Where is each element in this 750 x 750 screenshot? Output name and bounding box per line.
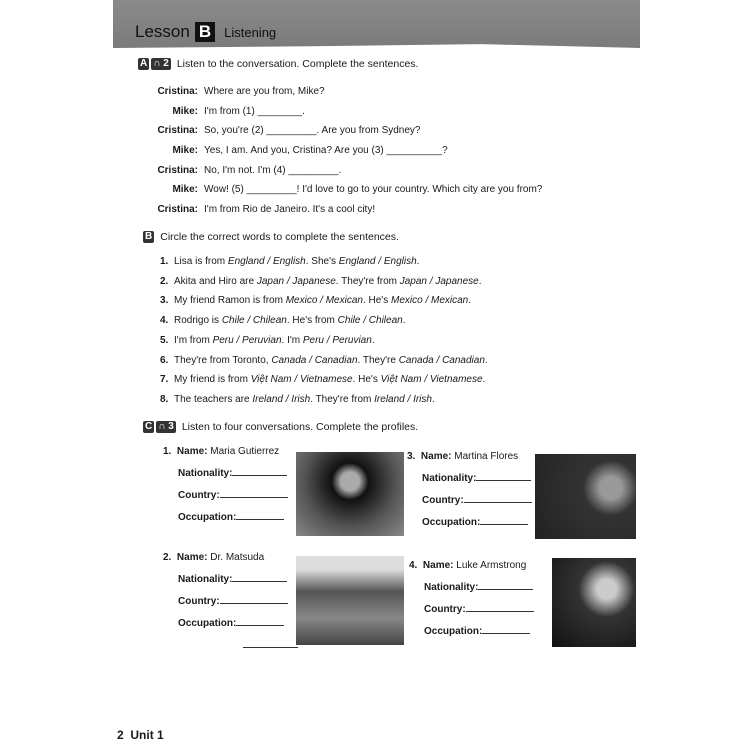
item-number: 1.	[160, 256, 169, 267]
word-choice[interactable]: Japan / Japanese	[399, 275, 479, 287]
profile-name: Maria Gutierrez	[210, 446, 280, 457]
unit-label: Unit 1	[130, 728, 164, 742]
page-number: 2	[117, 728, 124, 742]
word-choice[interactable]: Ireland / Irish	[252, 393, 311, 405]
dialogue-line	[128, 125, 420, 136]
audio-track-badge: ∩ 2	[153, 58, 169, 69]
profile-4	[409, 560, 534, 646]
line-text: Where are you from, Mike?	[204, 86, 325, 97]
line-text: So, you're (2) _________. Are you from Sydney?	[204, 125, 421, 136]
nationality-label: Nationality:	[178, 468, 233, 479]
dialogue-line	[128, 145, 448, 156]
line-text: Yes, I am. And you, Cristina? Are you (3) __________?	[204, 145, 448, 156]
occupation-label: Occupation:	[422, 517, 481, 528]
occupation-blank[interactable]	[236, 616, 284, 626]
headphones-icon: ∩	[158, 421, 166, 432]
country-label: Country:	[178, 490, 220, 501]
speaker: Mike:	[172, 106, 198, 117]
word-choice[interactable]: Việt Nam / Vietnamese	[250, 374, 353, 386]
profile-3	[407, 451, 532, 537]
dialogue-line	[128, 86, 325, 97]
sentence-text: Akita and Hiro are	[174, 275, 257, 287]
word-choice[interactable]: Ireland / Irish	[374, 393, 432, 405]
item-number: 7.	[160, 374, 169, 386]
nationality-label: Nationality:	[424, 582, 479, 593]
country-blank[interactable]	[464, 493, 532, 503]
sentence-text: I'm from	[174, 334, 213, 346]
speaker: Cristina:	[157, 204, 198, 215]
name-label: Name:	[422, 560, 454, 571]
photo-engineer	[552, 558, 636, 647]
sentence-text: . They're from	[335, 275, 400, 287]
dialogue-line	[128, 106, 305, 117]
name-label: Name:	[420, 451, 452, 462]
exercise-item	[160, 315, 406, 326]
line-text: I'm from Rio de Janeiro. It's a cool city!	[204, 204, 376, 215]
sentence-text: .	[416, 256, 420, 267]
profile-number: 1.	[163, 446, 172, 457]
section-a-badge: A	[140, 58, 148, 69]
country-label: Country:	[424, 604, 466, 615]
country-label: Country:	[178, 596, 220, 607]
nationality-blank[interactable]	[232, 466, 287, 476]
profile-number: 4.	[409, 560, 418, 571]
lesson-title	[135, 22, 276, 42]
section-a-instruction	[138, 58, 418, 70]
sentence-text: .	[478, 275, 482, 287]
audio-track-badge: ∩ 3	[158, 421, 174, 432]
speaker: Mike:	[172, 145, 198, 156]
nationality-label: Nationality:	[178, 574, 233, 585]
word-choice[interactable]: Việt Nam / Vietnamese	[380, 374, 483, 386]
lesson-label: Lesson	[135, 22, 190, 41]
profile-2	[163, 552, 298, 660]
sentence-text: My friend is from	[174, 374, 251, 386]
nationality-blank[interactable]	[232, 572, 287, 582]
sentence-text: . He's from	[286, 315, 338, 327]
sentence-text: .	[484, 354, 488, 366]
word-choice[interactable]: Peru / Peruvian	[302, 334, 372, 346]
section-c-instruction	[143, 421, 418, 433]
name-label: Name:	[176, 446, 208, 457]
sentence-text: .	[482, 374, 486, 386]
profile-name: Luke Armstrong	[456, 560, 527, 571]
instruction-text: Listen to four conversations. Complete the profiles.	[181, 421, 419, 433]
word-choice[interactable]: England / English	[227, 256, 306, 267]
photo-reporter	[296, 452, 404, 536]
word-choice[interactable]: Mexico / Mexican	[285, 295, 363, 307]
exercise-item	[160, 276, 481, 287]
sentence-text: . I'm	[281, 334, 303, 346]
photo-scientist	[296, 556, 404, 645]
country-blank[interactable]	[220, 488, 288, 498]
exercise-item	[160, 394, 435, 405]
profile-1	[163, 446, 288, 532]
exercise-item	[160, 256, 419, 267]
sentence-text: They're from Toronto,	[174, 354, 272, 366]
section-b-instruction	[143, 231, 399, 243]
sentence-text: My friend Ramon is from	[174, 295, 286, 307]
sentence-text: .	[468, 295, 472, 307]
instruction-text: Listen to the conversation. Complete the sentences.	[176, 58, 419, 70]
nationality-blank[interactable]	[476, 471, 531, 481]
nationality-blank[interactable]	[478, 580, 533, 590]
sentence-text: .	[431, 393, 435, 405]
occupation-blank-extra[interactable]	[243, 638, 298, 648]
page-footer	[117, 728, 164, 742]
speaker: Cristina:	[157, 165, 198, 176]
occupation-label: Occupation:	[178, 512, 237, 523]
occupation-label: Occupation:	[424, 626, 483, 637]
profile-name: Dr. Matsuda	[210, 552, 265, 563]
headphones-icon: ∩	[153, 58, 161, 69]
speaker: Cristina:	[157, 125, 198, 136]
speaker: Mike:	[172, 184, 198, 195]
country-blank[interactable]	[466, 602, 534, 612]
exercise-item	[160, 295, 471, 306]
section-b-badge: B	[145, 231, 153, 242]
dialogue-line	[128, 165, 341, 176]
line-text: I'm from (1) ________.	[204, 106, 305, 117]
occupation-label: Occupation:	[178, 618, 237, 629]
exercise-item	[160, 335, 375, 346]
item-number: 2.	[160, 275, 169, 287]
word-choice[interactable]: Japan / Japanese	[256, 275, 336, 287]
occupation-blank[interactable]	[236, 510, 284, 520]
dialogue-line	[128, 204, 375, 215]
lesson-subtitle: Listening	[224, 24, 277, 40]
profile-name: Martina Flores	[454, 451, 519, 462]
sentence-text: . They're	[357, 354, 399, 366]
sentence-text: . He's	[352, 374, 381, 386]
dialogue-line	[128, 184, 542, 195]
sentence-text: Lisa is from	[174, 256, 228, 267]
word-choice[interactable]: Canada / Canadian	[398, 354, 485, 366]
word-choice[interactable]: England / English	[338, 256, 417, 267]
nationality-label: Nationality:	[422, 473, 477, 484]
sentence-text: . He's	[362, 295, 391, 307]
sentence-text: Rodrigo is	[174, 315, 222, 327]
instruction-text: Circle the correct words to complete the sentences.	[160, 231, 399, 243]
exercise-item	[160, 374, 485, 385]
country-blank[interactable]	[220, 594, 288, 604]
occupation-blank[interactable]	[480, 515, 528, 525]
sentence-text: The teachers are	[174, 393, 253, 405]
line-text: Wow! (5) _________! I'd love to go to your country. Which city are you from?	[204, 184, 543, 195]
item-number: 3.	[160, 295, 169, 307]
sentence-text: . She's	[305, 256, 339, 267]
photo-waitress	[535, 454, 636, 539]
item-number: 5.	[160, 334, 169, 346]
occupation-blank[interactable]	[482, 624, 530, 634]
profile-number: 2.	[163, 552, 172, 563]
exercise-item	[160, 355, 488, 366]
word-choice[interactable]: Chile / Chilean	[337, 315, 403, 327]
lesson-letter: B	[195, 22, 215, 42]
sentence-text: .	[371, 334, 375, 346]
name-label: Name:	[176, 552, 208, 563]
word-choice[interactable]: Chile / Chilean	[221, 315, 287, 327]
item-number: 6.	[160, 354, 169, 366]
profile-number: 3.	[407, 451, 416, 462]
country-label: Country:	[422, 495, 464, 506]
word-choice[interactable]: Canada / Canadian	[271, 354, 358, 366]
section-c-badge: C	[145, 421, 153, 432]
word-choice[interactable]: Peru / Peruvian	[212, 334, 282, 346]
speaker: Cristina:	[157, 86, 198, 97]
sentence-text: . They're from	[310, 393, 375, 405]
word-choice[interactable]: Mexico / Mexican	[390, 295, 469, 307]
item-number: 4.	[160, 315, 169, 327]
item-number: 8.	[160, 393, 169, 405]
line-text: No, I'm not. I'm (4) _________.	[204, 165, 342, 176]
sentence-text: .	[402, 315, 406, 327]
